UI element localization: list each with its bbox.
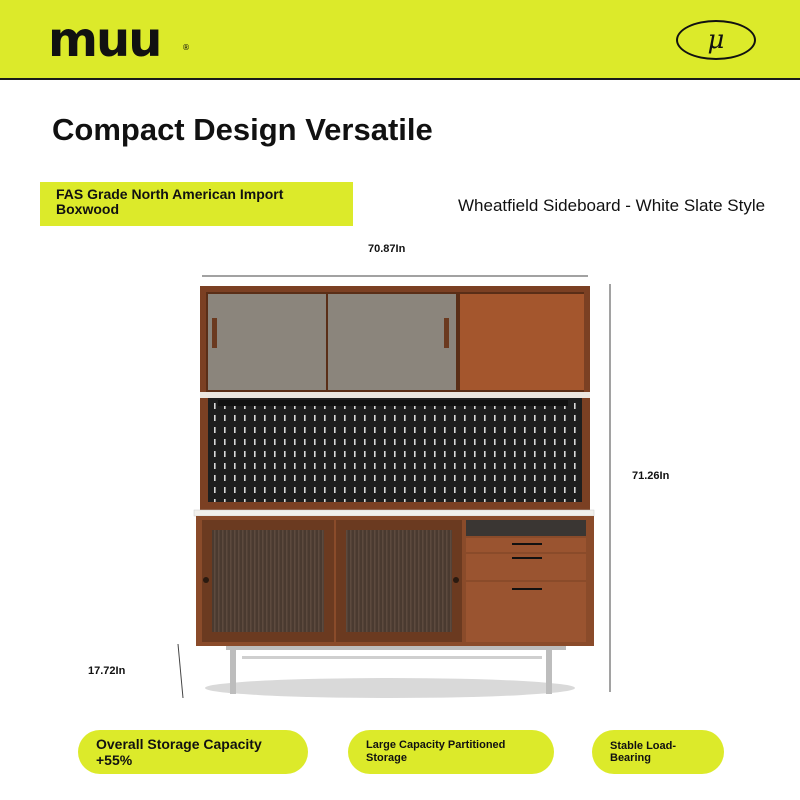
door-handle-left: [212, 318, 217, 348]
upper-glass-door-middle: [328, 294, 456, 390]
pegboard-panel: [208, 398, 582, 502]
knob-left: [203, 577, 209, 583]
depth-dimension-line: [178, 644, 183, 698]
door-handle-middle: [444, 318, 449, 348]
registered-mark: ®: [182, 43, 190, 52]
drawer-pull-1: [512, 543, 542, 545]
base-door-left-glass: [212, 530, 324, 632]
leg-crossbar: [242, 656, 542, 659]
upper-glass-door-left: [208, 294, 326, 390]
width-dimension-label: 70.87In: [368, 243, 406, 255]
material-grade-tag: FAS Grade North American Import Boxwood: [40, 182, 353, 226]
product-name: Wheatfield Sideboard - White Slate Style: [458, 196, 766, 215]
knob-right: [453, 577, 459, 583]
floor-shadow: [205, 678, 575, 698]
upper-wood-door: [460, 294, 584, 390]
countertop: [194, 510, 594, 516]
sideboard-product-image: [190, 280, 600, 700]
top-tray: [466, 520, 586, 536]
feature-pill-storage-capacity: Overall Storage Capacity +55%: [78, 730, 308, 774]
height-dimension-label: 71.26In: [632, 470, 670, 482]
pegboard-rail: [218, 400, 568, 406]
drawer-large: [466, 582, 586, 642]
mu-symbol: μ: [707, 25, 725, 55]
leg-left: [230, 650, 236, 694]
hutch-shelf: [200, 392, 590, 398]
feature-pill-load-bearing: Stable Load-Bearing: [592, 730, 724, 774]
leg-right: [546, 650, 552, 694]
drawer-pull-2: [512, 557, 542, 559]
page-headline: Compact Design Versatile: [52, 112, 433, 147]
base-rail: [226, 646, 566, 650]
feature-pill-partitioned-storage: Large Capacity Partitioned Storage: [348, 730, 554, 774]
base-door-right-glass: [346, 530, 452, 632]
brand-logo-text: muu: [48, 12, 161, 68]
depth-dimension-label: 17.72In: [88, 665, 126, 677]
drawer-pull-3: [512, 588, 542, 590]
